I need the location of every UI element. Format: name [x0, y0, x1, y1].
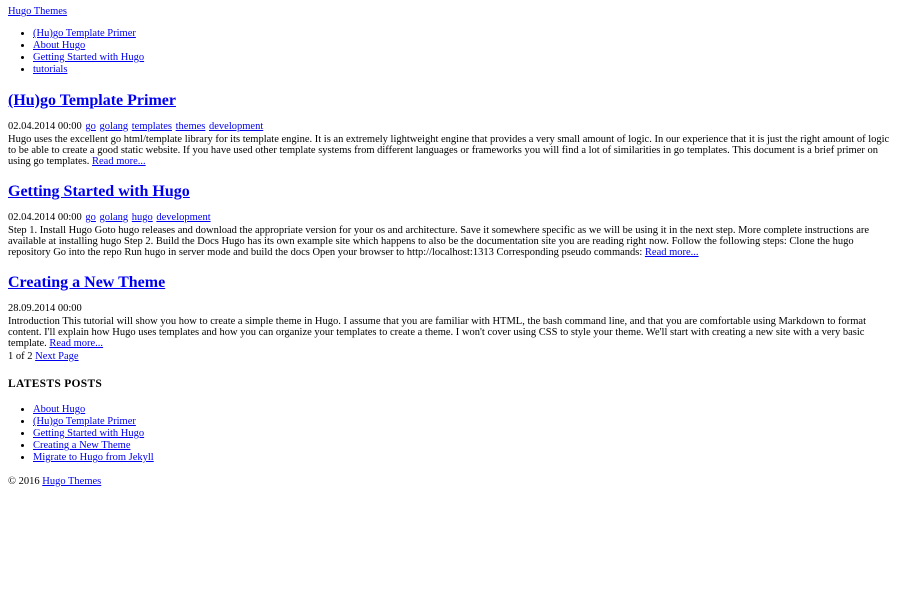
footer-site-link[interactable]: Hugo Themes — [42, 476, 102, 487]
next-page-link[interactable]: Next Page — [35, 351, 79, 362]
latest-post-link-about-hugo[interactable]: About Hugo — [33, 404, 86, 415]
post-entry — [8, 92, 892, 167]
post-date: 28.09.2014 00:00 — [8, 303, 82, 314]
nav-link-getting-started[interactable]: Getting Started with Hugo — [33, 52, 145, 63]
page-header — [8, 6, 892, 76]
latest-posts-heading: LATESTS POSTS — [8, 378, 103, 390]
post-list — [8, 92, 892, 362]
post-entry — [8, 274, 892, 349]
latest-posts-section — [8, 378, 892, 464]
latest-post-link-getting-started[interactable]: Getting Started with Hugo — [33, 428, 145, 439]
pagination — [8, 351, 892, 362]
page-indicator: 1 of 2 — [8, 351, 33, 362]
tag-link-development[interactable]: development — [209, 121, 264, 132]
nav-link-tutorials[interactable]: tutorials — [33, 64, 68, 75]
tag-link-themes[interactable]: themes — [175, 121, 206, 132]
nav-link-about-hugo[interactable]: About Hugo — [33, 40, 86, 51]
copyright-text: © 2016 — [8, 476, 40, 487]
tag-link-golang[interactable]: golang — [99, 212, 129, 223]
post-summary-text: Introduction This tutorial will show you how to create a simple theme in Hugo. I assume that you are familiar with HTML, the bash command line, and that you are comfortable using Markdown to format content. I'll explain how Hugo uses templates and how you can organize your templates to create a theme. I won't cover using CSS to style your theme. We'll start with creating a new site with a very basic template. — [8, 316, 866, 349]
post-summary-text: Step 1. Install Hugo Goto hugo releases and download the appropriate version for your os and architecture. Save it somewhere specific as we will be using it in the next step. More complete instructions are available at installing hugo Step 2. Build the Docs Hugo has its own example site which happens to also be the documentation site you are reading right now. Follow the following steps: Clone the hugo repository Go into the repo Run hugo in server mode and build the docs Open your browser to http://localhost:1313 Corresponding pseudo commands: — [8, 225, 870, 258]
post-date: 02.04.2014 00:00 — [8, 121, 82, 132]
latest-post-item — [33, 452, 892, 464]
tag-link-go[interactable]: go — [85, 121, 96, 132]
tag-link-development[interactable]: development — [156, 212, 211, 223]
site-footer — [8, 476, 892, 487]
site-title-link[interactable]: Hugo Themes — [8, 6, 68, 17]
post-title — [8, 92, 892, 109]
tag-link-hugo[interactable]: hugo — [131, 212, 153, 223]
latest-post-link-template-primer[interactable]: (Hu)go Template Primer — [33, 416, 136, 427]
tag-link-golang[interactable]: golang — [99, 121, 129, 132]
nav-item — [33, 28, 892, 40]
tag-link-go[interactable]: go — [85, 212, 96, 223]
post-title-link-creating-new-theme[interactable]: Creating a New Theme — [8, 274, 166, 291]
post-title — [8, 183, 892, 200]
post-title-link-getting-started[interactable]: Getting Started with Hugo — [8, 183, 190, 200]
read-more-link[interactable]: Read more... — [92, 156, 146, 167]
post-summary-text: Hugo uses the excellent go html/template library for its template engine. It is an extremely lightweight engine that provides a very small amount of logic. In our experience that it is just the right amount of logic to be able to create a good static website. If you have used other template systems from different languages or frameworks you will find a lot of similarities in go templates. This document is a brief primer on using go templates. — [8, 134, 890, 167]
latest-post-item — [33, 404, 892, 416]
nav-item — [33, 64, 892, 76]
main-nav-list — [8, 28, 892, 76]
nav-item — [33, 52, 892, 64]
post-meta — [8, 121, 892, 132]
latest-post-item — [33, 440, 892, 452]
read-more-link[interactable]: Read more... — [644, 247, 699, 258]
nav-link-template-primer[interactable]: (Hu)go Template Primer — [33, 28, 136, 39]
post-meta — [8, 212, 892, 223]
post-summary — [8, 134, 892, 167]
latest-post-item — [33, 428, 892, 440]
tag-link-templates[interactable]: templates — [131, 121, 172, 132]
post-date: 02.04.2014 00:00 — [8, 212, 82, 223]
post-meta — [8, 303, 892, 314]
latest-post-link-creating-new-theme[interactable]: Creating a New Theme — [33, 440, 131, 451]
post-title-link-template-primer[interactable]: (Hu)go Template Primer — [8, 92, 176, 109]
post-summary — [8, 225, 892, 258]
latest-post-link-migrate-jekyll[interactable]: Migrate to Hugo from Jekyll — [33, 452, 154, 463]
post-title — [8, 274, 892, 291]
post-summary — [8, 316, 892, 349]
latest-posts-list — [8, 404, 892, 464]
latest-post-item — [33, 416, 892, 428]
post-entry — [8, 183, 892, 258]
read-more-link[interactable]: Read more... — [49, 338, 104, 349]
nav-item — [33, 40, 892, 52]
